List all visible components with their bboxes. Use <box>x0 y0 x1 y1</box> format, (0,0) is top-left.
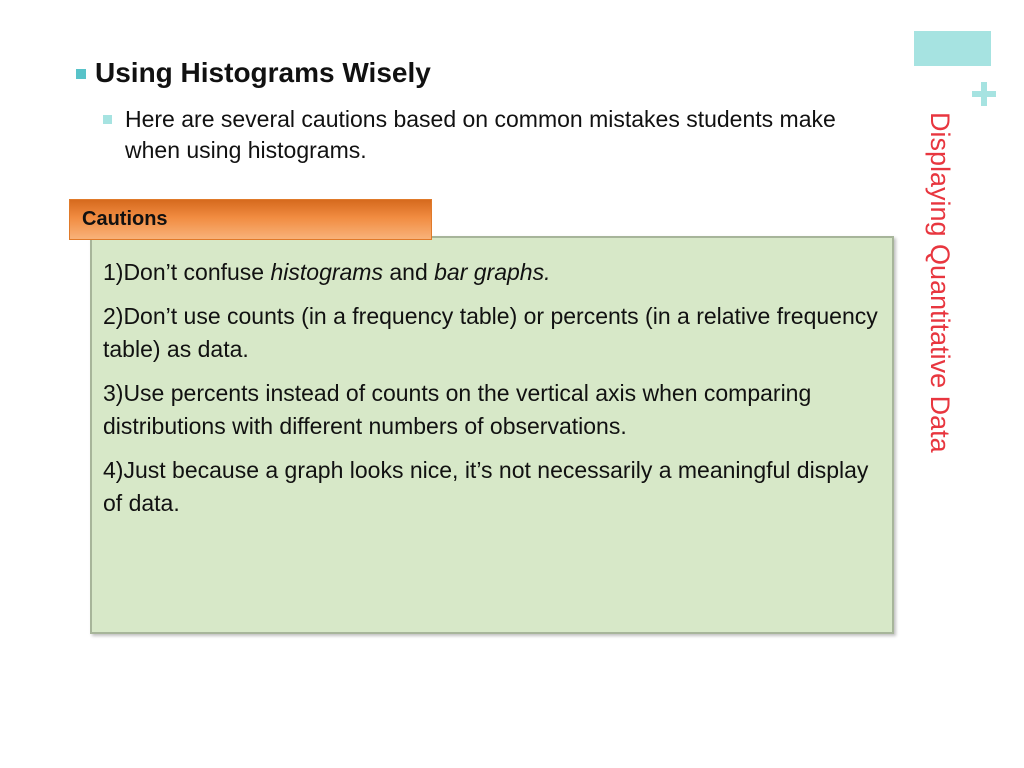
caution-item-4: 4)Just because a graph looks nice, it’s not necessarily a meaningful display of data. <box>103 457 869 516</box>
decorative-teal-block <box>914 31 991 66</box>
main-bullet-text: Using Histograms Wisely <box>95 57 431 88</box>
caution-1-middle: and <box>382 259 435 285</box>
cautions-header: Cautions <box>69 199 432 240</box>
sub-bullet <box>103 104 863 166</box>
main-bullet <box>76 56 431 90</box>
plus-icon <box>967 76 1001 110</box>
caution-1-prefix: 1)Don’t confuse <box>103 259 271 285</box>
slide-side-title: Displaying Quantitative Data <box>925 112 955 453</box>
sub-bullet-text: Here are several cautions based on common mistakes students make when using histograms. <box>125 106 836 163</box>
bullet-square-icon <box>76 69 86 79</box>
caution-item-1 <box>103 256 882 289</box>
caution-1-bar-graphs: bar graphs. <box>434 259 551 285</box>
caution-1-histograms: histograms <box>270 259 383 285</box>
sub-bullet-square-icon <box>103 115 112 124</box>
caution-item-3: 3)Use percents instead of counts on the vertical axis when comparing distributions with different numbers of observations. <box>103 380 812 439</box>
caution-item-2: 2)Don’t use counts (in a frequency table) or percents (in a relative frequency table) as data. <box>103 303 878 362</box>
cautions-box <box>90 236 894 634</box>
